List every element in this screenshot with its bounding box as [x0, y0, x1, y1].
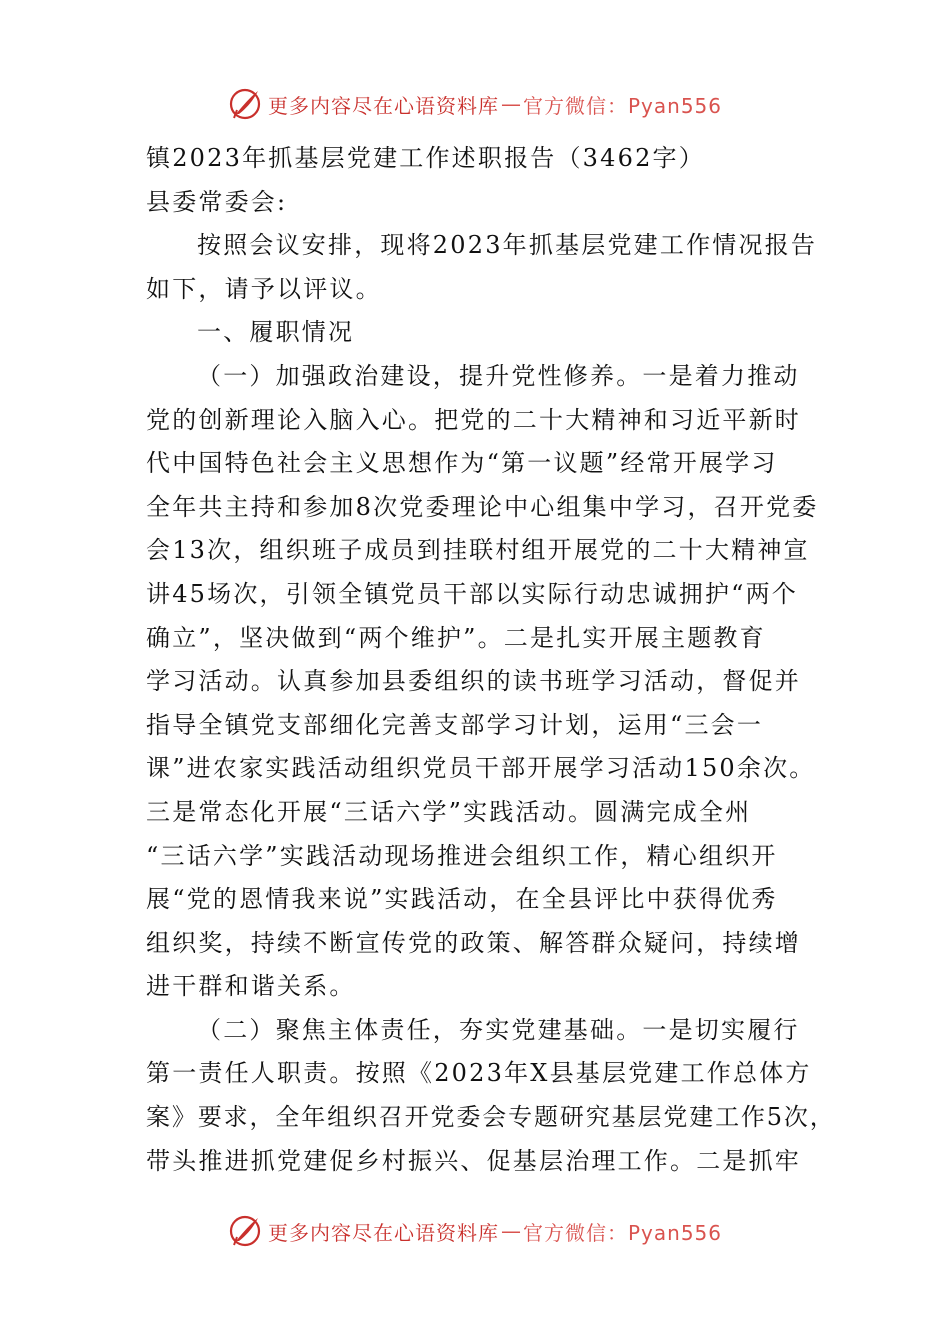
watermark-text: 更多内容尽在心语资料库 [268, 93, 499, 118]
watermark-text: 更多内容尽在心语资料库 [268, 1220, 499, 1245]
document-recipient: 县委常委会: [146, 187, 288, 216]
paragraph-line: 全年共主持和参加8次党委理论中心组集中学习，召开党委 [146, 492, 819, 521]
paragraph-line: 展“党的恩情我来说”实践活动，在全县评比中获得优秀 [146, 885, 778, 914]
paragraph-line: 带头推进抓党建促乡村振兴、促基层治理工作。二是抓牢 [146, 1146, 801, 1175]
paragraph-line: 确立”，坚决做到“两个维护”。二是扎实开展主题教育 [146, 623, 766, 652]
paragraph-line: 三是常态化开展“三话六学”实践活动。圆满完成全州 [146, 797, 752, 826]
paragraph-line: 组织奖，持续不断宣传党的政策、解答群众疑问，持续增 [146, 928, 801, 957]
paragraph-line: 按照会议安排，现将2023年抓基层党建工作情况报告 [197, 231, 818, 260]
paragraph-line: 案》要求，全年组织召开党委会专题研究基层党建工作5次， [146, 1103, 836, 1132]
paragraph-line: 学习活动。认真参加县委组织的读书班学习活动，督促并 [146, 667, 801, 696]
watermark-footer [228, 1213, 722, 1249]
paragraph-line: 代中国特色社会主义思想作为“第一议题”经常开展学习 [146, 449, 778, 478]
section-heading: 一、履职情况 [197, 318, 355, 347]
paragraph-line: 讲45场次，引领全镇党员干部以实际行动忠诚拥护“两个 [146, 579, 799, 608]
watermark-separator: — [501, 1219, 521, 1243]
paragraph-line: 指导全镇党支部细化完善支部学习计划，运用“三会一 [146, 710, 764, 739]
watermark-contact: 官方微信：Pyan556 [523, 93, 723, 118]
paragraph-line: “三话六学”实践活动现场推进会组织工作，精心组织开 [146, 841, 778, 870]
watermark-header [228, 86, 722, 122]
paragraph-line: 如下，请予以评议。 [146, 274, 382, 303]
paragraph-line: 党的创新理论入脑入心。把党的二十大精神和习近平新时 [146, 405, 801, 434]
paragraph-line: （二）聚焦主体责任，夯实党建基础。一是切实履行 [197, 1015, 800, 1044]
paragraph-line: （一）加强政治建设，提升党性修养。一是着力推动 [197, 361, 800, 390]
watermark-contact: 官方微信：Pyan556 [523, 1220, 723, 1245]
document-title: 镇2023年抓基层党建工作述职报告（3462字） [146, 144, 705, 172]
paragraph-line: 第一责任人职责。按照《2023年X县基层党建工作总体方 [146, 1059, 812, 1088]
paragraph-line: 会13次，组织班子成员到挂联村组开展党的二十大精神宣 [146, 536, 810, 565]
document-body [146, 137, 836, 1183]
watermark-separator: — [501, 92, 521, 116]
quill-pen-logo-icon [228, 1214, 262, 1248]
quill-pen-logo-icon [228, 87, 262, 121]
paragraph-line: 课”进农家实践活动组织党员干部开展学习活动150余次。 [146, 754, 816, 783]
paragraph-line: 进干群和谐关系。 [146, 972, 356, 1001]
